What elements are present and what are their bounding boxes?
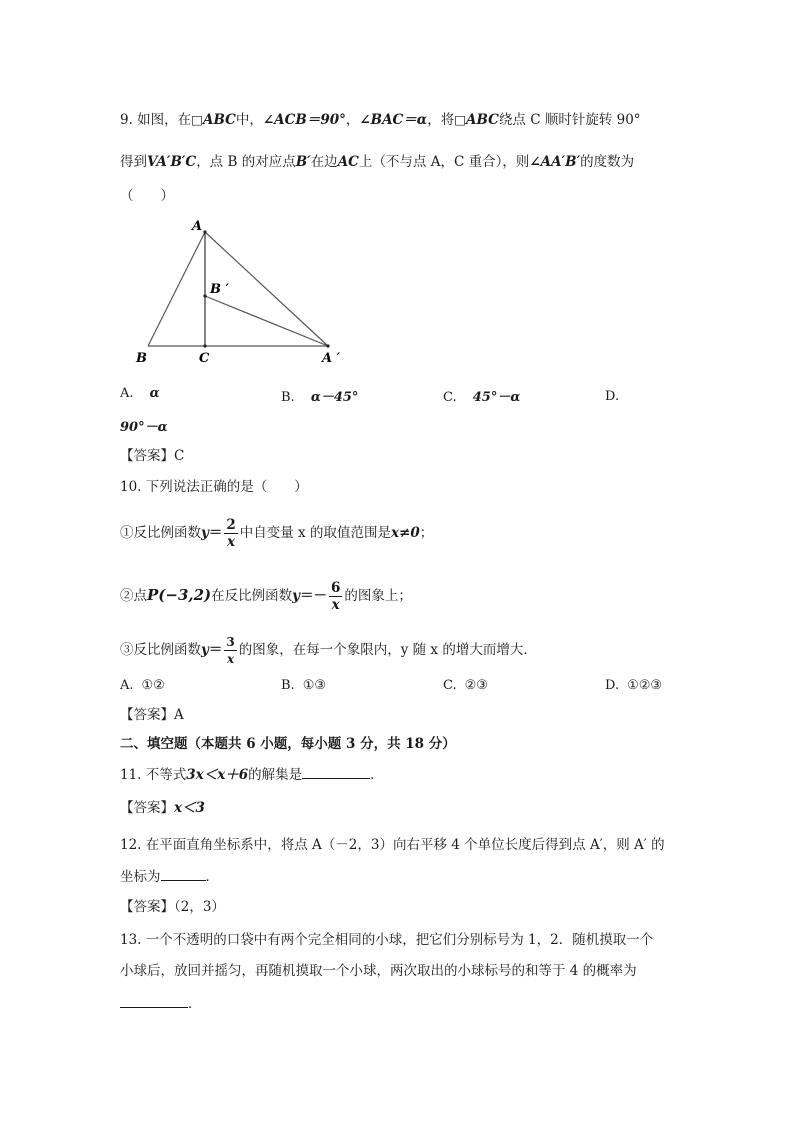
- point-Ap: [326, 344, 329, 347]
- label-Bp: B ′: [210, 282, 229, 297]
- q9-option-b: B. α－45°: [281, 390, 359, 405]
- q11-line: 11. 不等式3x＜x＋6的解集是 ．: [120, 764, 384, 785]
- q11-answer-blank: [302, 764, 370, 779]
- q9-option-d-value: 90°－α: [120, 420, 168, 435]
- q10-option-a: A. ①②: [120, 678, 165, 693]
- q12-line2: 坐标为 ．: [120, 866, 219, 887]
- q9-figure: [130, 215, 360, 370]
- q10-statement-1: ①反比例函数y＝ $\frac{2}{x}$ 中自变量 x 的取值范围是x≠0；: [120, 517, 434, 550]
- q9-answer: 【答案】C: [120, 448, 185, 464]
- q13-line2: 小球后，放回并摇匀，再随机摸取一个小球，两次取出的小球标号的和等于 4 的概率为: [120, 963, 637, 979]
- q9-paren: （ ）: [120, 188, 174, 204]
- q10-option-d: D. ①②③: [605, 678, 663, 693]
- q9-option-a: A. α: [120, 386, 160, 401]
- q11-answer: 【答案】x＜3: [120, 800, 205, 816]
- point-C: [203, 344, 206, 347]
- q9-line2: 得到VA′B′C，点 B 的对应点B′在边AC上（不与点 A，C 重合），则∠AA′B′的度数为: [120, 154, 635, 170]
- q13-answer-blank: [120, 993, 188, 1008]
- q9-option-c: C. 45°－α: [443, 390, 521, 405]
- point-Bp: [203, 294, 206, 297]
- q12-answer-blank: [161, 866, 206, 881]
- segment-BA: [148, 232, 205, 346]
- q10-stem: 10. 下列说法正确的是（ ）: [120, 479, 308, 495]
- segment-BpAp: [205, 296, 328, 346]
- q10-option-c: C. ②③: [443, 678, 488, 693]
- fraction-3-over-x: $\frac{3}{x}$: [226, 635, 235, 666]
- q10-option-b: B. ①③: [281, 678, 326, 693]
- q10-statement-2: ②点P(−3,2)在反比例函数y＝－ $\frac{6}{x}$ 的图象上；: [120, 580, 412, 613]
- fraction-6-over-x: $\frac{6}{x}$: [331, 580, 341, 613]
- fraction-2-over-x: $\frac{2}{x}$: [226, 517, 236, 550]
- label-A: A: [192, 219, 203, 234]
- point-A: [203, 230, 206, 233]
- q9-line1: 9. 如图，在□ABC中，∠ACB＝90°，∠BAC＝α，将□ABC绕点 C 顺时针旋转 90°: [120, 112, 641, 128]
- q10-answer: 【答案】A: [120, 707, 184, 723]
- q9-option-d-letter: D.: [605, 389, 620, 404]
- section-2-title: 二、填空题（本题共 6 小题，每小题 3 分，共 18 分）: [120, 736, 456, 752]
- q13-line3: ．: [120, 993, 202, 1014]
- q10-statement-3: ③反比例函数y＝ $\frac{3}{x}$ 的图象，在每一个象限内，y 随 x 的增大而增大．: [120, 635, 537, 666]
- q13-line1: 13. 一个不透明的口袋中有两个完全相同的小球，把它们分别标号为 1，2．随机摸取一个: [120, 932, 654, 948]
- label-C: C: [199, 351, 210, 366]
- label-B: B: [136, 351, 147, 366]
- label-Ap: A ′: [322, 351, 341, 366]
- q12-line1: 12. 在平面直角坐标系中，将点 A（－2，3）向右平移 4 个单位长度后得到点 A′，则 A′ 的: [120, 837, 665, 853]
- q12-answer: 【答案】（2，3）: [120, 899, 225, 915]
